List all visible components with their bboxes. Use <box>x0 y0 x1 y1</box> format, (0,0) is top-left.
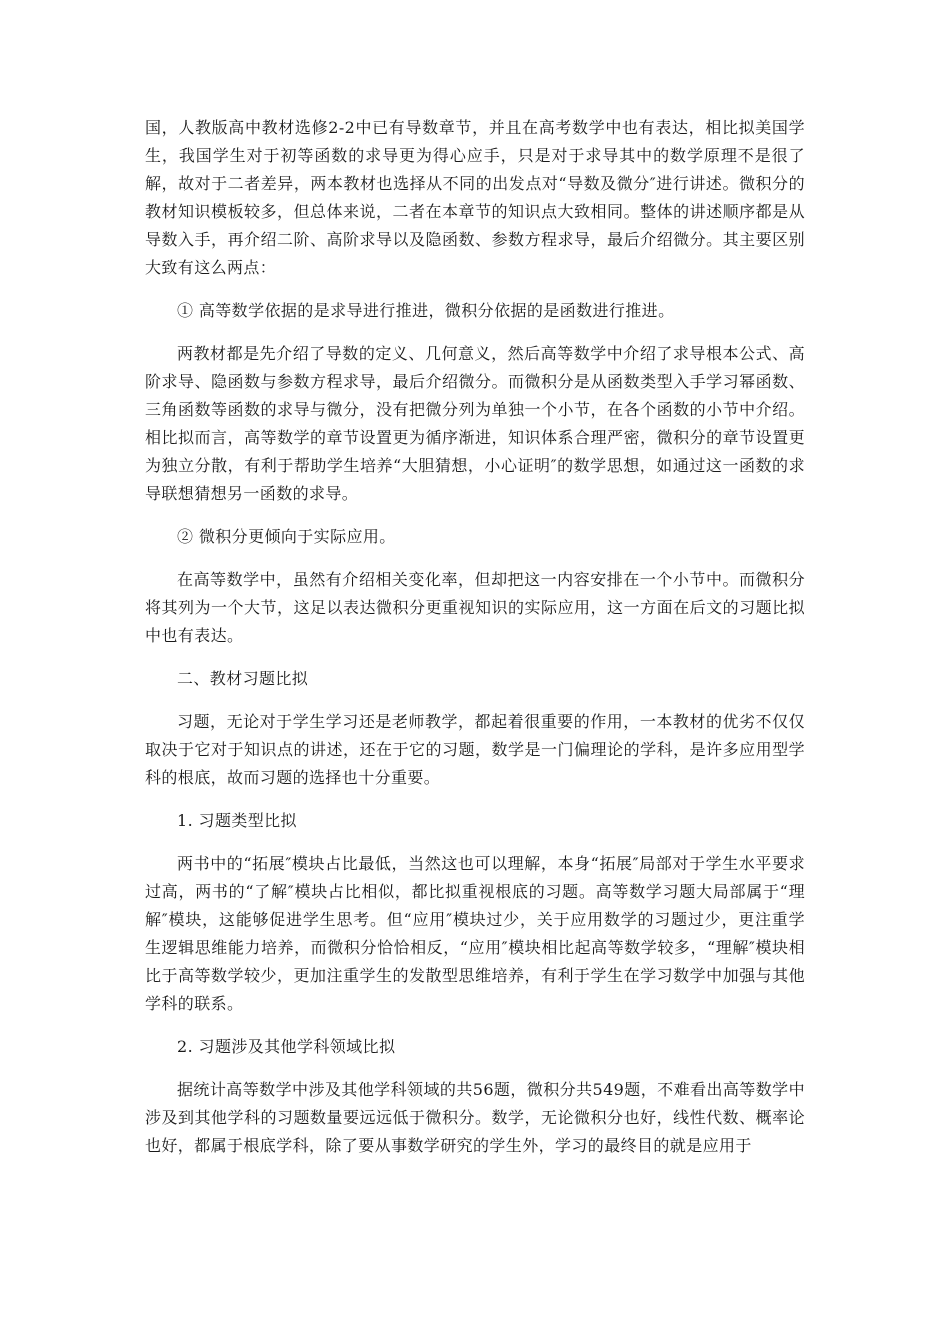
paragraph-intro-continuation: 国，人教版高中教材选修2-2中已有导数章节，并且在高考数学中也有表达，相比拟美国学生，我国学生对于初等函数的求导更为得心应手，只是对于求导其中的数学原理不是很了解，故对于二者差异，两本教材也选择从不同的出发点对“导数及微分″进行讲述。微积分的教材知识模板较多，但总体来说，二者在本章节的知识点大致相同。整体的讲述顺序都是从导数入手，再介绍二阶、高阶求导以及隐函数、参数方程求导，最后介绍微分。其主要区别大致有这么两点： <box>145 118 805 277</box>
subsection-heading-disciplines: 2. 习题涉及其他学科领域比拟 <box>177 1037 396 1056</box>
point-one-heading: ① 高等数学依据的是求导进行推进，微积分依据的是函数进行推进。 <box>177 301 675 320</box>
subsection-heading-types: 1. 习题类型比拟 <box>177 811 297 830</box>
point-two-heading: ② 微积分更倾向于实际应用。 <box>177 527 396 546</box>
document-page <box>145 114 805 1160</box>
paragraph-exercises-intro: 习题，无论对于学生学习还是老师教学，都起着很重要的作用，一本教材的优劣不仅仅取决于它对于知识点的讲述，还在于它的习题，数学是一门偏理论的学科，是许多应用型学科的根底，故而习题的选择也十分重要。 <box>145 712 805 787</box>
paragraph-point-two: 在高等数学中，虽然有介绍相关变化率，但却把这一内容安排在一个小节中。而微积分将其列为一个大节，这足以表达微积分更重视知识的实际应用，这一方面在后文的习题比拟中也有表达。 <box>145 570 805 645</box>
paragraph-disciplines: 据统计高等数学中涉及其他学科领域的共56题，微积分共549题，不难看出高等数学中涉及到其他学科的习题数量要远远低于微积分。数学，无论微积分也好，线性代数、概率论也好，都属于根底学科，除了要从事数学研究的学生外，学习的最终目的就是应用于 <box>145 1080 805 1155</box>
paragraph-exercise-types: 两书中的“拓展″模块占比最低，当然这也可以理解，本身“拓展″局部对于学生水平要求过高，两书的“了解″模块占比相似，都比拟重视根底的习题。高等数学习题大局部属于“理解″模块，这能够促进学生思考。但“应用″模块过少，关于应用数学的习题过少，更注重学生逻辑思维能力培养，而微积分恰恰相反，“应用″模块相比起高等数学较多，“理解″模块相比于高等数学较少，更加注重学生的发散型思维培养，有利于学生在学习数学中加强与其他学科的联系。 <box>145 854 805 1013</box>
section-heading-exercises: 二、教材习题比拟 <box>177 669 309 688</box>
paragraph-point-one: 两教材都是先介绍了导数的定义、几何意义，然后高等数学中介绍了求导根本公式、高阶求导、隐函数与参数方程求导，最后介绍微分。而微积分是从函数类型入手学习幂函数、三角函数等函数的求导与微分，没有把微分列为单独一个小节，在各个函数的小节中介绍。相比拟而言，高等数学的章节设置更为循序渐进，知识体系合理严密，微积分的章节设置更为独立分散，有利于帮助学生培养“大胆猜想，小心证明″的数学思想，如通过这一函数的求导联想猜想另一函数的求导。 <box>145 344 805 503</box>
